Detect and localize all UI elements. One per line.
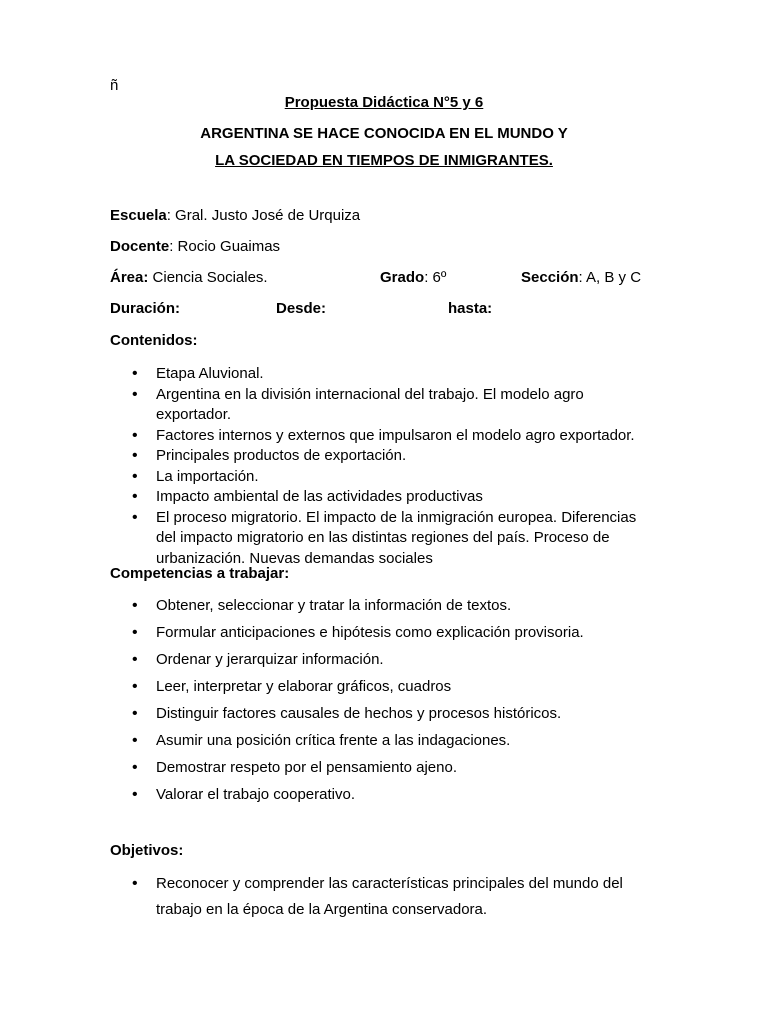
grado-value: : 6º xyxy=(424,269,447,286)
stray-char: ñ xyxy=(110,77,119,94)
list-item: • Impacto ambiental de las actividades productivas xyxy=(110,487,636,508)
escuela-label: Escuela xyxy=(110,207,167,224)
list-item: • Demostrar respeto por el pensamiento ajeno. xyxy=(110,758,584,778)
escuela-value: : Gral. Justo José de Urquiza xyxy=(166,207,361,224)
docente-label: Docente xyxy=(110,238,170,255)
list-item: • El proceso migratorio. El impacto de la inmigración europea. Diferencias del impacto migratorio en las distintas regiones del país. Proceso de urbanización. Nuevas demandas sociales xyxy=(110,508,636,570)
desde-label: Desde: xyxy=(276,300,327,317)
list-item: • Reconocer y comprender las características principales del mundo del trabajo en la época de la Argentina conservadora. xyxy=(110,871,623,923)
area-label: Área: xyxy=(110,269,149,286)
field-grado xyxy=(380,269,446,287)
competencias-list xyxy=(110,596,584,812)
list-item: • Valorar el trabajo cooperativo. xyxy=(110,785,584,805)
list-item: • Obtener, seleccionar y tratar la información de textos. xyxy=(110,596,584,616)
list-item: • Principales productos de exportación. xyxy=(110,446,636,467)
field-seccion xyxy=(521,269,641,287)
list-item: • Distinguir factores causales de hechos y procesos históricos. xyxy=(110,704,584,724)
field-escuela xyxy=(110,207,360,225)
competencias-heading: Competencias a trabajar: xyxy=(110,565,290,582)
contenidos-heading: Contenidos: xyxy=(110,332,198,349)
seccion-label: Sección xyxy=(521,269,579,286)
duracion-label: Duración: xyxy=(110,300,181,317)
seccion-value: : A, B y C xyxy=(578,269,642,286)
docente-value: : Rocio Guaimas xyxy=(169,238,281,255)
list-item: • Formular anticipaciones e hipótesis como explicación provisoria. xyxy=(110,623,584,643)
list-item: • Ordenar y jerarquizar información. xyxy=(110,650,584,670)
objetivos-heading: Objetivos: xyxy=(110,842,184,859)
contenidos-list xyxy=(110,364,636,569)
list-item: • Etapa Aluvional. xyxy=(110,364,636,385)
field-docente xyxy=(110,238,280,256)
list-item: • Leer, interpretar y elaborar gráficos, cuadros xyxy=(110,677,584,697)
list-item: • La importación. xyxy=(110,467,636,488)
grado-label: Grado xyxy=(380,269,425,286)
title-line-2: LA SOCIEDAD EN TIEMPOS DE INMIGRANTES. xyxy=(215,152,553,169)
list-item: • Factores internos y externos que impulsaron el modelo agro exportador. xyxy=(110,426,636,447)
field-area xyxy=(110,269,268,287)
document-header: Propuesta Didáctica N°5 y 6 xyxy=(284,94,484,111)
hasta-label: hasta: xyxy=(448,300,493,317)
title-line-1: ARGENTINA SE HACE CONOCIDA EN EL MUNDO Y xyxy=(200,125,568,142)
area-value: Ciencia Sociales. xyxy=(148,269,268,286)
list-item: • Asumir una posición crítica frente a las indagaciones. xyxy=(110,731,584,751)
objetivos-list xyxy=(110,871,623,923)
list-item: • Argentina en la división internacional del trabajo. El modelo agro exportador. xyxy=(110,385,636,426)
